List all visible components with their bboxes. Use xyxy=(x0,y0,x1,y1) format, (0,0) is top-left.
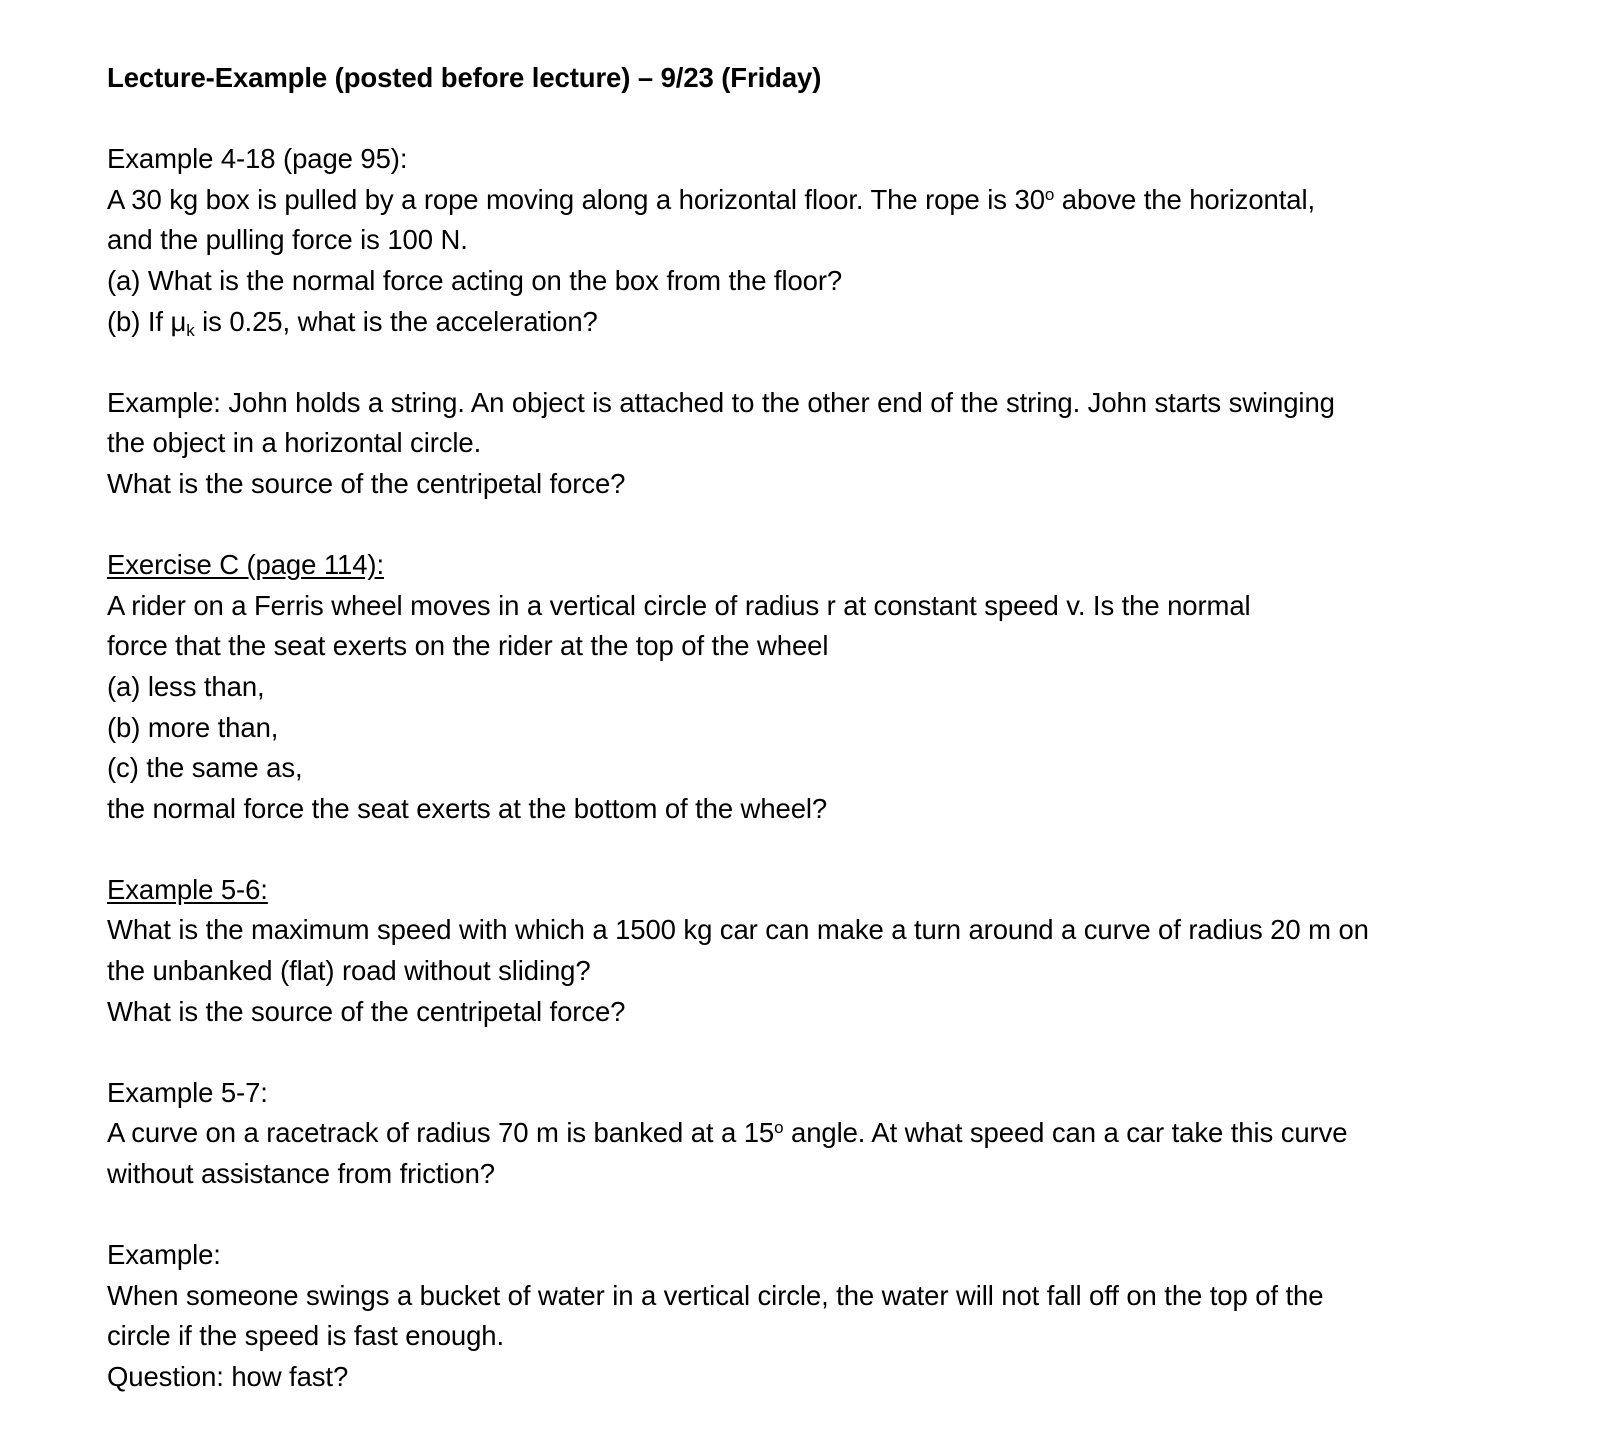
example-5-6-heading: Example 5-6: xyxy=(107,873,268,905)
text-segment: A curve on a racetrack of radius 70 m is banked at a 15 xyxy=(107,1117,775,1149)
example-5-6-line: What is the maximum speed with which a 1500 kg car can make a turn around a curve of radius 20 m on xyxy=(107,914,1369,946)
exercise-c-option-a: (a) less than, xyxy=(107,670,265,702)
exercise-c xyxy=(107,545,1567,829)
exercise-c-heading: Exercise C (page 114): xyxy=(107,549,385,581)
example-5-6-question: What is the source of the centripetal force? xyxy=(107,995,626,1027)
exercise-c-line: the normal force the seat exerts at the bottom of the wheel? xyxy=(107,792,828,824)
spacer xyxy=(107,1195,1567,1236)
spacer xyxy=(107,505,1567,546)
example-4-18-line: and the pulling force is 100 N. xyxy=(107,224,468,256)
exercise-c-option-c: (c) the same as, xyxy=(107,752,303,784)
example-john-string xyxy=(107,383,1567,505)
example-4-18 xyxy=(107,139,1567,342)
example-4-18-part-a: (a) What is the normal force acting on the box from the floor? xyxy=(107,264,843,296)
subscript-k: k xyxy=(186,320,195,340)
text-segment: is 0.25, what is the acceleration? xyxy=(194,305,598,337)
example-4-18-part-b xyxy=(107,302,1567,343)
example-4-18-heading: Example 4-18 (page 95): xyxy=(107,143,408,175)
example-john-line: Example: John holds a string. An object is attached to the other end of the string. John starts swinging xyxy=(107,386,1335,418)
example-5-7 xyxy=(107,1073,1567,1195)
example-5-7-heading: Example 5-7: xyxy=(107,1076,268,1108)
example-4-18-line xyxy=(107,180,1567,221)
example-bucket-heading: Example: xyxy=(107,1239,221,1271)
spacer xyxy=(107,99,1567,140)
example-5-7-line: without assistance from friction? xyxy=(107,1158,495,1190)
example-john-line: the object in a horizontal circle. xyxy=(107,427,482,459)
example-bucket xyxy=(107,1235,1567,1397)
exercise-c-line: A rider on a Ferris wheel moves in a vertical circle of radius r at constant speed v. Is the normal xyxy=(107,589,1251,621)
exercise-c-line: force that the seat exerts on the rider at the top of the wheel xyxy=(107,630,829,662)
exercise-c-option-b: (b) more than, xyxy=(107,711,279,743)
spacer xyxy=(107,829,1567,870)
text-segment: above the horizontal, xyxy=(1054,183,1316,215)
spacer xyxy=(107,342,1567,383)
degree-mark: o xyxy=(774,1118,784,1138)
example-5-7-line xyxy=(107,1113,1567,1154)
page-title: Lecture-Example (posted before lecture) – 9/23 (Friday) xyxy=(107,62,822,93)
text-segment: A 30 kg box is pulled by a rope moving along a horizontal floor. The rope is 30 xyxy=(107,183,1045,215)
example-5-6-line: the unbanked (flat) road without sliding? xyxy=(107,955,591,987)
example-bucket-line: circle if the speed is fast enough. xyxy=(107,1320,505,1352)
document xyxy=(107,58,1567,1398)
spacer xyxy=(107,1032,1567,1073)
text-segment: (b) If μ xyxy=(107,305,187,337)
example-bucket-line: When someone swings a bucket of water in a vertical circle, the water will not fall off on the top of the xyxy=(107,1279,1324,1311)
degree-mark: o xyxy=(1044,184,1055,204)
example-5-6 xyxy=(107,870,1567,1032)
example-john-question: What is the source of the centripetal force? xyxy=(107,467,626,499)
example-bucket-question: Question: how fast? xyxy=(107,1361,349,1392)
text-segment: angle. At what speed can a car take this curve xyxy=(783,1117,1348,1149)
